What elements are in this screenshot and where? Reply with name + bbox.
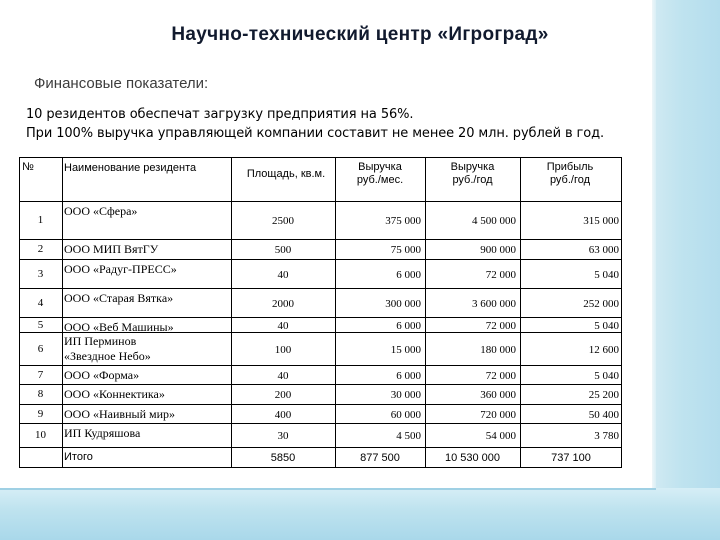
profit-value: 50 400	[588, 408, 619, 421]
table-row-border	[19, 365, 622, 366]
revenue-year-value: 72 000	[485, 268, 516, 281]
table-row-border	[19, 157, 622, 158]
revenue-month-value: 300 000	[385, 297, 421, 310]
profit-value: 12 600	[588, 343, 619, 356]
header-rev-year-line1: Выручка	[450, 161, 495, 173]
row-number: 4	[37, 296, 44, 309]
table-column-border	[19, 157, 20, 468]
table-row-border	[19, 239, 622, 240]
resident-name-line1: ИП Перминов	[64, 334, 137, 348]
revenue-month-value: 30 000	[390, 389, 421, 401]
table-row-border	[19, 259, 622, 260]
note-line-2: При 100% выручка управляющей компании составит не менее 20 млн. рублей в год.	[26, 126, 605, 141]
revenue-year-value: 3 600 000	[472, 297, 516, 310]
area-value: 40	[277, 369, 289, 382]
financial-table	[19, 157, 622, 468]
header-rev-month-line2: руб./мес.	[356, 174, 404, 186]
area-value: 40	[277, 319, 289, 332]
resident-name: ООО «Сфера»	[64, 204, 138, 218]
total-area: 5850	[270, 452, 296, 464]
area-value: 40	[277, 268, 289, 281]
total-profit: 737 100	[551, 452, 591, 464]
header-profit-line2: руб./год	[549, 174, 591, 186]
revenue-month-value: 60 000	[390, 408, 421, 421]
profit-value: 5 040	[594, 268, 619, 281]
revenue-month-value: 6 000	[396, 369, 421, 382]
table-row-border	[19, 288, 622, 289]
revenue-month-value: 75 000	[390, 244, 421, 256]
header-name: Наименование резидента	[64, 162, 197, 174]
resident-name: ИП Кудряшова	[64, 426, 141, 440]
revenue-month-value: 6 000	[396, 319, 421, 332]
table-row-border	[19, 404, 622, 405]
revenue-year-value: 72 000	[485, 369, 516, 382]
revenue-year-value: 4 500 000	[472, 215, 516, 227]
area-value: 2000	[272, 297, 294, 310]
section-subtitle: Финансовые показатели:	[34, 75, 209, 92]
revenue-year-value: 180 000	[480, 343, 516, 356]
table-row-border	[19, 317, 622, 318]
table-row-border	[19, 467, 622, 468]
header-profit-line1: Прибыль	[546, 161, 594, 173]
row-number: 6	[37, 342, 44, 355]
profit-value: 25 200	[588, 389, 619, 401]
row-number: 8	[37, 388, 44, 400]
header-profit	[520, 161, 620, 187]
resident-name: ООО «Наивный мир»	[64, 407, 175, 421]
profit-value: 3 780	[594, 430, 619, 442]
revenue-year-value: 54 000	[485, 430, 516, 442]
header-rev-month-line1: Выручка	[358, 161, 402, 173]
bottom-decorative-strip	[0, 488, 720, 540]
row-number: 10	[35, 429, 46, 441]
area-value: 500	[274, 244, 292, 256]
profit-value: 5 040	[594, 319, 619, 332]
table-row-border	[19, 384, 622, 385]
resident-name: ООО «Форма»	[64, 368, 140, 382]
resident-name-line2: «Звездное Небо»	[64, 349, 151, 363]
revenue-month-value: 375 000	[385, 215, 421, 227]
revenue-year-value: 900 000	[480, 244, 516, 256]
profit-value: 5 040	[594, 369, 619, 382]
header-rev-year-line2: руб./год	[452, 174, 493, 186]
profit-value: 63 000	[588, 244, 619, 256]
revenue-year-value: 360 000	[480, 389, 516, 401]
row-number: 7	[37, 368, 44, 381]
resident-name: ООО «Старая Вятка»	[64, 291, 174, 305]
area-value: 30	[277, 430, 289, 442]
total-revenue-month: 877 500	[360, 452, 400, 464]
row-number: 1	[37, 214, 44, 226]
table-row-border	[19, 447, 622, 448]
area-value: 400	[274, 408, 292, 421]
resident-name: ООО МИП ВятГУ	[64, 242, 159, 256]
row-number: 2	[37, 243, 44, 255]
right-decorative-strip	[656, 0, 720, 540]
table-row-border	[19, 201, 622, 202]
header-area: Площадь, кв.м.	[246, 168, 326, 180]
revenue-year-value: 720 000	[480, 408, 516, 421]
header-rev-month	[335, 161, 425, 187]
area-value: 100	[274, 343, 292, 356]
resident-name: ООО «Коннектика»	[64, 387, 165, 401]
resident-name: ООО «Радуг-ПРЕСС»	[64, 262, 177, 276]
row-number: 9	[37, 407, 44, 420]
revenue-year-value: 72 000	[485, 319, 516, 332]
total-revenue-year: 10 530 000	[444, 452, 501, 464]
area-value: 2500	[272, 215, 294, 227]
table-column-border	[62, 157, 63, 468]
profit-value: 252 000	[583, 297, 619, 310]
row-number: 3	[37, 267, 44, 280]
area-value: 200	[274, 389, 292, 401]
table-column-border	[621, 157, 622, 468]
revenue-month-value: 6 000	[396, 268, 421, 281]
header-rev-year	[425, 161, 520, 187]
revenue-month-value: 15 000	[390, 343, 421, 356]
header-num: №	[22, 161, 34, 173]
resident-name: ООО «Веб Машины»	[64, 320, 174, 334]
total-label: Итого	[64, 451, 93, 463]
table-row-border	[19, 423, 622, 424]
profit-value: 315 000	[583, 215, 619, 227]
page-title: Научно-технический центр «Игроград»	[171, 24, 549, 45]
note-line-1: 10 резидентов обеспечат загрузку предприятия на 56%.	[26, 107, 414, 122]
revenue-month-value: 4 500	[396, 430, 421, 442]
row-number: 5	[37, 318, 44, 331]
